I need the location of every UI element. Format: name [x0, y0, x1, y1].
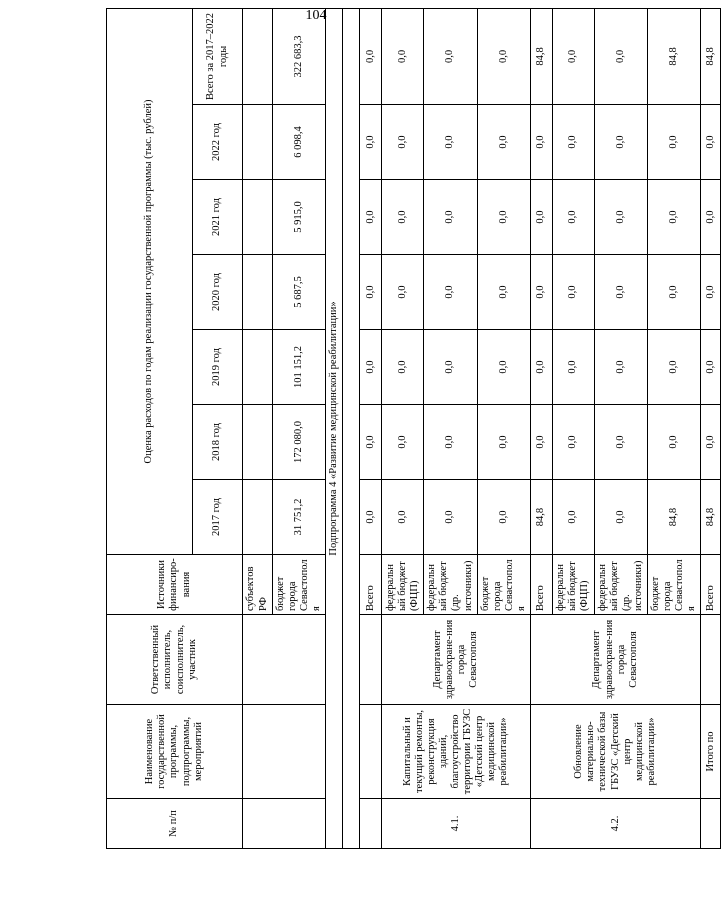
value-cell: 0,0 — [530, 180, 552, 255]
value-cell: 0,0 — [530, 405, 552, 480]
value-cell: 0,0 — [382, 480, 424, 555]
measure-num: 4.2. — [530, 799, 701, 849]
top-num-cell — [243, 799, 326, 849]
header-source: Источники финансиро-вания — [107, 555, 243, 615]
table-row — [360, 8, 382, 848]
value-cell: 0,0 — [360, 105, 382, 180]
table-row — [243, 8, 273, 848]
m1-resp-top — [360, 615, 382, 705]
value-cell — [243, 255, 273, 330]
source-cell: бюджет города Севастополя — [273, 555, 326, 615]
value-cell: 6 098,4 — [273, 105, 326, 180]
measure-name: Капитальный и текущий ремонты, реконструкция зданий, благоустройство территории ГБУЗС «Детский центр медицинской реабилитации» — [382, 705, 531, 799]
value-cell: 0,0 — [382, 180, 424, 255]
value-cell: 84,8 — [648, 480, 701, 555]
value-cell: 0,0 — [552, 8, 594, 104]
value-cell: 0,0 — [530, 330, 552, 405]
subprogram-row — [326, 8, 343, 848]
total-row — [701, 8, 721, 848]
value-cell — [243, 105, 273, 180]
value-cell: 0,0 — [594, 405, 647, 480]
value-cell: 0,0 — [648, 330, 701, 405]
value-cell: 0,0 — [360, 8, 382, 104]
value-cell: 0,0 — [701, 180, 721, 255]
source-cell: федеральный бюджет (ФЦП) — [382, 555, 424, 615]
value-cell: 31 751,2 — [273, 480, 326, 555]
table-row — [530, 8, 552, 848]
measure-name: Обновление материально-технической базы ГБУЗС «Детский центр медицинской реабилитации» — [530, 705, 701, 799]
measure-num: 4.1. — [382, 799, 531, 849]
value-cell: 0,0 — [552, 405, 594, 480]
value-cell: 0,0 — [648, 180, 701, 255]
value-cell: 0,0 — [701, 330, 721, 405]
value-cell: 0,0 — [701, 405, 721, 480]
m1-num — [360, 799, 382, 849]
value-cell: 0,0 — [477, 255, 530, 330]
value-cell: 0,0 — [552, 255, 594, 330]
value-cell: 0,0 — [360, 180, 382, 255]
top-resp-cell — [243, 615, 326, 705]
source-cell: федеральный бюджет (др. источники) — [594, 555, 647, 615]
value-cell: 0,0 — [594, 255, 647, 330]
value-cell: 0,0 — [477, 480, 530, 555]
value-cell — [243, 480, 273, 555]
value-cell: 5 915,0 — [273, 180, 326, 255]
subprogram-title: Подпрограмма 4 «Развитие медицинской реабилитации» — [326, 8, 343, 848]
year-2020: 2020 год — [193, 255, 243, 330]
value-cell: 0,0 — [477, 105, 530, 180]
value-cell: 0,0 — [477, 8, 530, 104]
value-cell: 0,0 — [552, 180, 594, 255]
source-cell: федеральный бюджет (др. источники) — [424, 555, 477, 615]
value-cell: 0,0 — [382, 330, 424, 405]
value-cell: 0,0 — [552, 480, 594, 555]
value-cell: 172 080,0 — [273, 405, 326, 480]
value-cell: 0,0 — [360, 330, 382, 405]
value-cell: 0,0 — [424, 105, 477, 180]
value-cell: 0,0 — [424, 180, 477, 255]
value-cell: 84,8 — [701, 480, 721, 555]
value-cell: 0,0 — [648, 105, 701, 180]
value-cell: 0,0 — [424, 330, 477, 405]
header-responsible: Ответственный исполнитель, соисполнитель, участник — [107, 615, 243, 705]
year-2021: 2021 год — [193, 180, 243, 255]
year-total: Всего за 2017–2022 годы — [193, 8, 243, 104]
header-num: № п/п — [107, 799, 243, 849]
source-cell: Всего — [701, 555, 721, 615]
source-cell: Всего — [360, 555, 382, 615]
source-cell: бюджет города Севастополя — [477, 555, 530, 615]
value-cell: 0,0 — [424, 255, 477, 330]
value-cell: 0,0 — [701, 255, 721, 330]
value-cell: 0,0 — [424, 405, 477, 480]
table-row — [382, 8, 424, 848]
value-cell: 84,8 — [530, 8, 552, 104]
year-2017: 2017 год — [193, 480, 243, 555]
value-cell: 101 151,2 — [273, 330, 326, 405]
year-2018: 2018 год — [193, 405, 243, 480]
source-cell: субъектов РФ — [243, 555, 273, 615]
value-cell: 0,0 — [424, 8, 477, 104]
header-row — [107, 8, 193, 848]
value-cell: 0,0 — [594, 480, 647, 555]
header-estimate: Оценка расходов по годам реализации государственной программы (тыс. рублей) — [107, 8, 193, 554]
measure-responsible: Департамент здравоохране-ния города Севастополя — [530, 615, 701, 705]
value-cell: 0,0 — [382, 105, 424, 180]
value-cell: 0,0 — [382, 405, 424, 480]
value-cell: 0,0 — [477, 180, 530, 255]
value-cell: 0,0 — [530, 105, 552, 180]
value-cell — [243, 330, 273, 405]
value-cell: 84,8 — [701, 8, 721, 104]
value-cell: 0,0 — [701, 105, 721, 180]
total-label: Итого по — [701, 705, 721, 799]
m1-name-top — [360, 705, 382, 799]
source-cell: федеральный бюджет (ФЦП) — [552, 555, 594, 615]
value-cell: 0,0 — [552, 105, 594, 180]
total-resp-cell — [701, 615, 721, 705]
value-cell: 5 687,5 — [273, 255, 326, 330]
source-cell: бюджет города Севастополя — [648, 555, 701, 615]
page-number: 104 — [305, 8, 327, 23]
value-cell: 84,8 — [648, 8, 701, 104]
year-2022: 2022 год — [193, 105, 243, 180]
source-cell: Всего — [530, 555, 552, 615]
value-cell — [243, 180, 273, 255]
value-cell: 0,0 — [594, 330, 647, 405]
value-cell: 0,0 — [648, 255, 701, 330]
blank-row — [343, 8, 360, 848]
value-cell: 0,0 — [382, 255, 424, 330]
value-cell: 0,0 — [382, 8, 424, 104]
value-cell: 0,0 — [594, 105, 647, 180]
value-cell: 0,0 — [424, 480, 477, 555]
value-cell: 0,0 — [594, 180, 647, 255]
value-cell: 0,0 — [552, 330, 594, 405]
value-cell: 0,0 — [360, 480, 382, 555]
total-num-cell — [701, 799, 721, 849]
financing-table — [106, 8, 721, 849]
value-cell: 0,0 — [594, 8, 647, 104]
header-name: Наименование государственной программы, подпрограммы, мероприятий — [107, 705, 243, 799]
value-cell: 0,0 — [360, 405, 382, 480]
value-cell: 0,0 — [477, 405, 530, 480]
value-cell: 0,0 — [360, 255, 382, 330]
value-cell: 0,0 — [477, 330, 530, 405]
value-cell — [243, 8, 273, 104]
blank-cell — [343, 8, 360, 848]
top-name-cell — [243, 705, 326, 799]
value-cell: 322 683,3 — [273, 8, 326, 104]
year-2019: 2019 год — [193, 330, 243, 405]
value-cell — [243, 405, 273, 480]
measure-responsible: Департамент здравоохране-ния города Севастополя — [382, 615, 531, 705]
value-cell: 0,0 — [530, 255, 552, 330]
value-cell: 0,0 — [648, 405, 701, 480]
value-cell: 84,8 — [530, 480, 552, 555]
